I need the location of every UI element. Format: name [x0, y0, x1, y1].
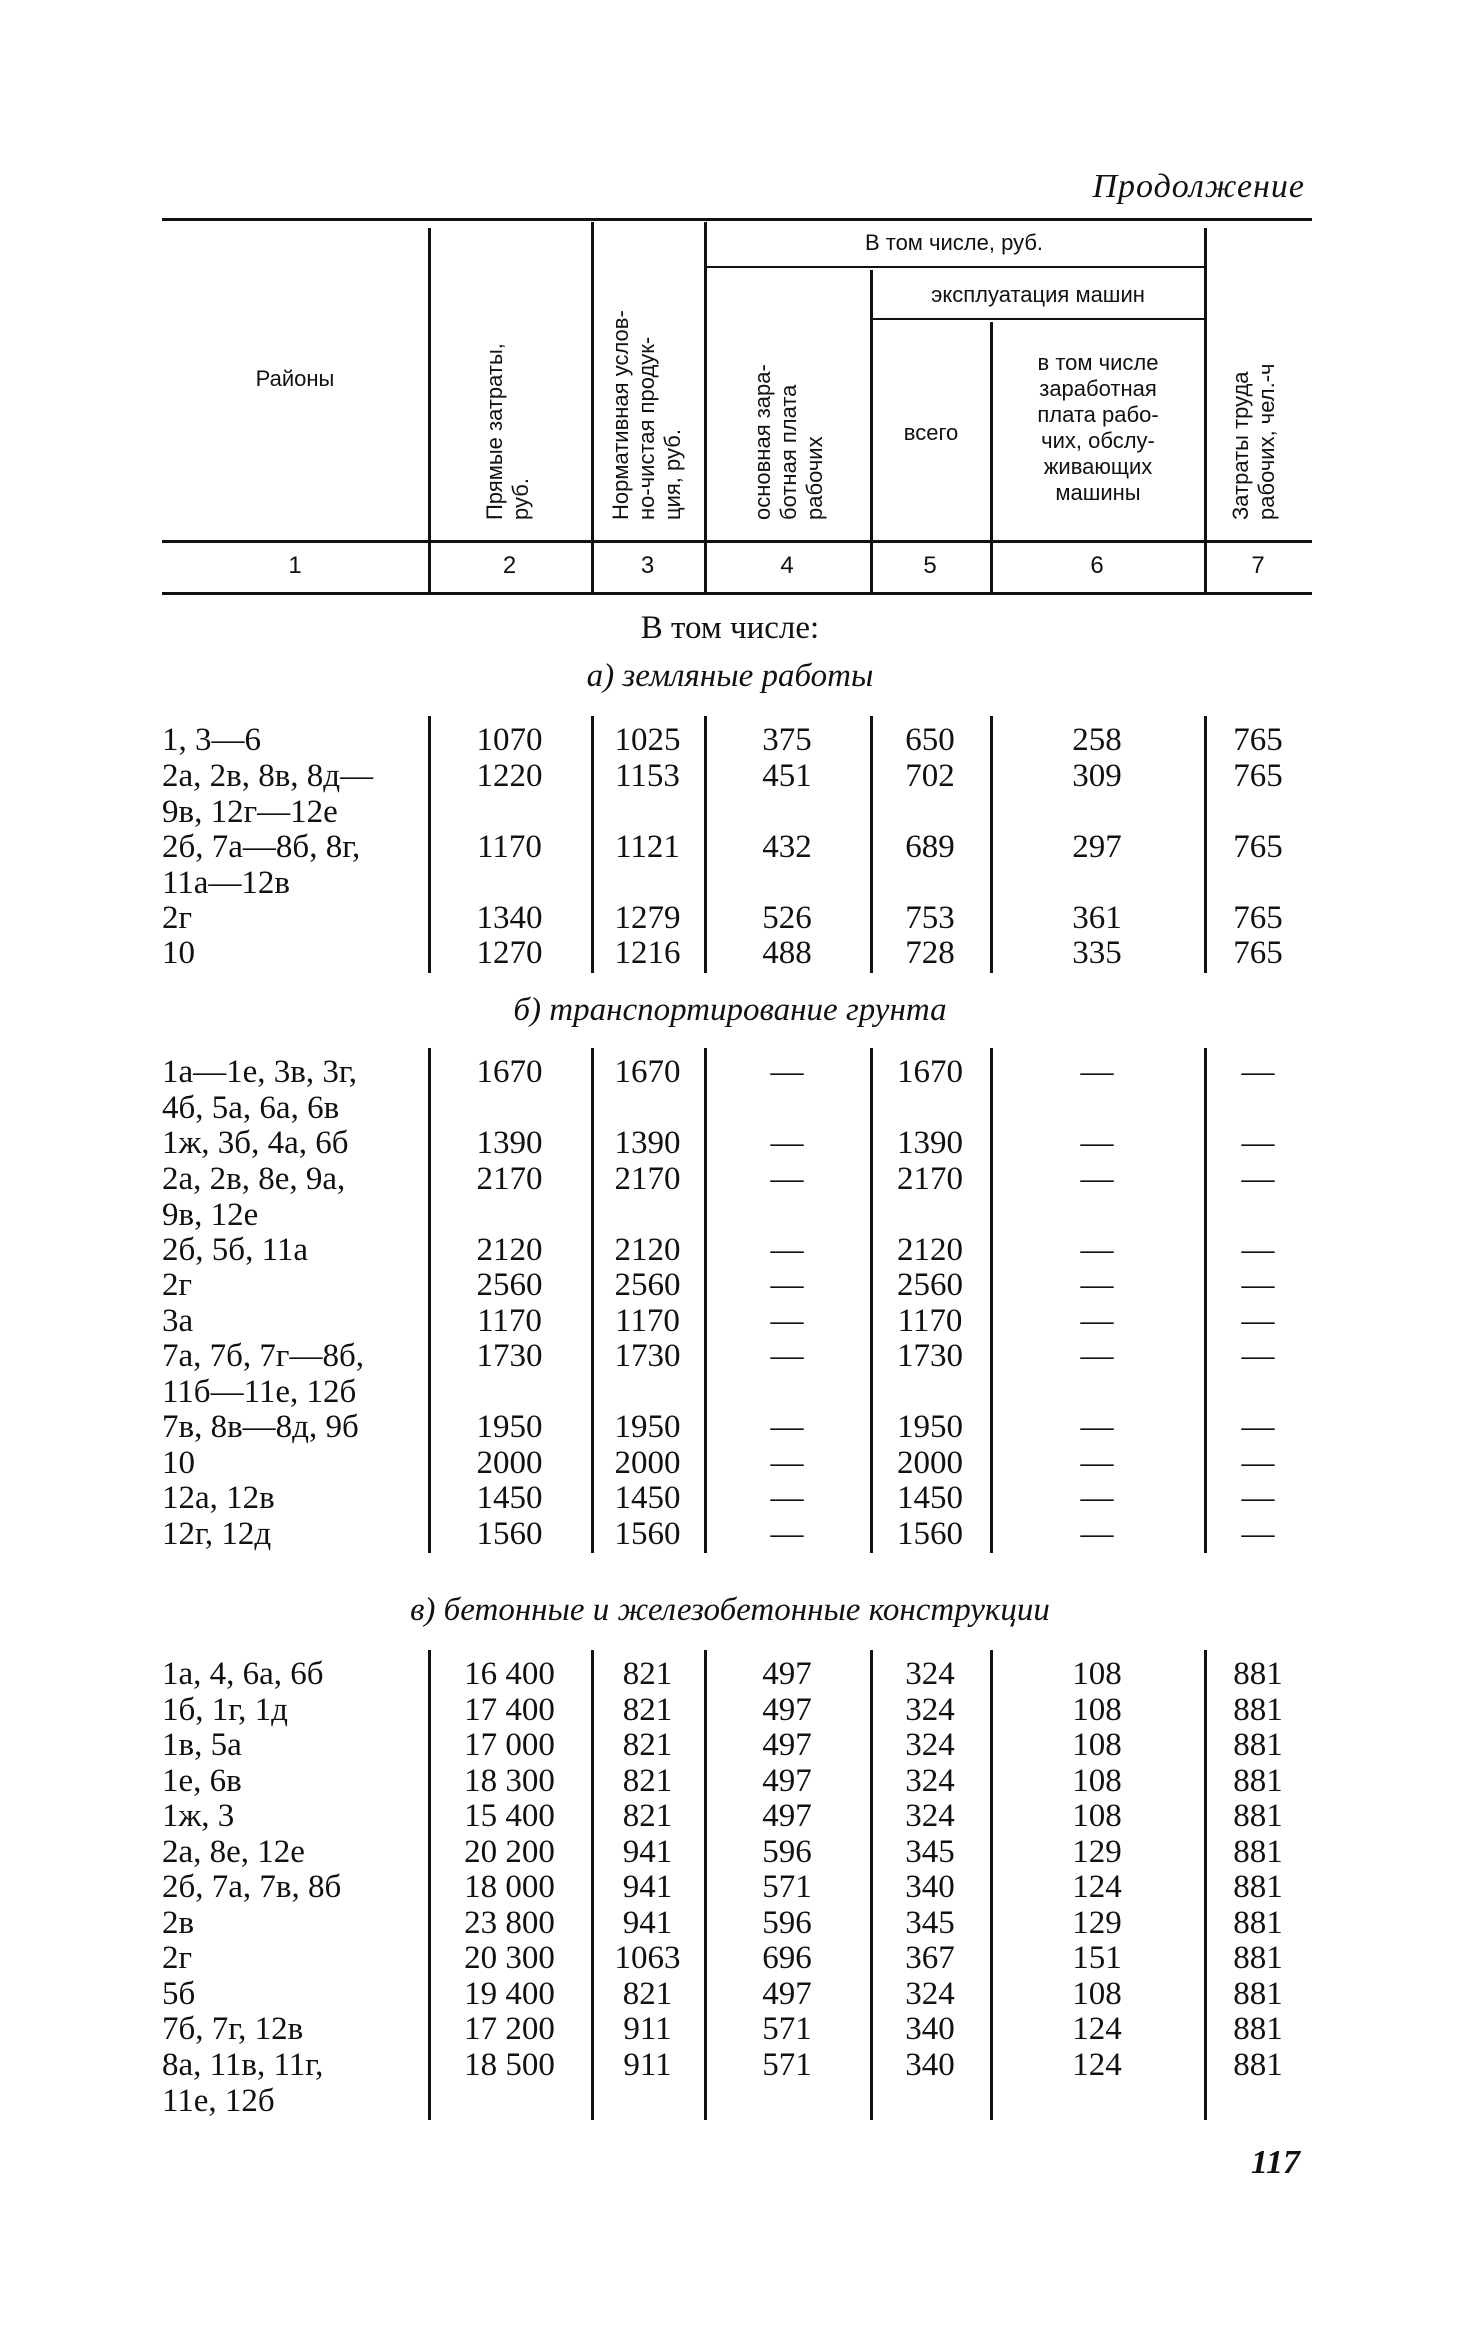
section-divider [591, 1048, 594, 1553]
value-cell-col2: 1730 [476, 1338, 543, 1374]
region-cell: 1ж, 3 [162, 1798, 235, 1834]
value-cell-col3: 1450 [614, 1480, 681, 1516]
value-cell-col7: 881 [1233, 1656, 1283, 1692]
table-top-rule [162, 218, 1312, 221]
table-row [0, 1763, 1460, 1799]
value-cell-col3: 911 [623, 2046, 672, 2083]
value-cell-col6: — [1080, 1338, 1114, 1374]
value-cell-col6: 151 [1072, 1940, 1122, 1976]
section-title: а) земляные работы [586, 658, 874, 694]
region-cell: 12а, 12в [162, 1480, 275, 1516]
header-group: В том числе, руб. [864, 230, 1044, 255]
value-cell-col4: 571 [762, 1869, 812, 1905]
value-cell-col7: — [1241, 1480, 1275, 1516]
value-cell-col7: — [1241, 1302, 1275, 1339]
section-divider [1204, 716, 1207, 973]
value-cell-col7: 881 [1233, 1762, 1283, 1799]
value-cell-col2: 19 400 [464, 1975, 555, 2012]
table-row [0, 1976, 1460, 2012]
value-cell-col4: 571 [762, 2011, 812, 2047]
value-cell-col4: 596 [762, 1904, 812, 1941]
table-row [0, 722, 1460, 758]
value-cell-col7: 881 [1233, 1691, 1283, 1728]
value-cell-col2: 17 000 [464, 1727, 555, 1763]
value-cell-col3: 1670 [614, 1054, 681, 1090]
section-divider [870, 716, 873, 973]
value-cell-col2: 17 400 [464, 1691, 555, 1728]
value-cell-col6: 129 [1072, 1833, 1122, 1870]
value-cell-col5: 1170 [897, 1302, 963, 1339]
colnum-2: 2 [502, 552, 517, 579]
region-cell: 2б, 5б, 11а [162, 1231, 309, 1268]
value-cell-col2: 17 200 [464, 2011, 555, 2047]
value-cell-col2: 16 400 [464, 1656, 555, 1692]
value-cell-col7: — [1241, 1231, 1275, 1268]
value-cell-col4: — [770, 1480, 804, 1516]
colnum-4: 4 [780, 552, 794, 579]
table-row [0, 1267, 1460, 1303]
value-cell-col6: — [1080, 1125, 1114, 1161]
value-cell-col2: 2000 [476, 1444, 543, 1481]
header-operator-wages: в том числе заработная плата рабо- чих, обслу- живающих машины [1037, 350, 1159, 505]
value-cell-col7: 881 [1233, 2011, 1283, 2047]
region-cell: 2а, 2в, 8е, 9а, 9в, 12е [162, 1160, 346, 1233]
page-number: 117 [1250, 2144, 1300, 2181]
value-cell-col2: 1340 [476, 899, 543, 936]
region-cell: 2а, 8е, 12е [162, 1833, 305, 1870]
value-cell-col5: 340 [905, 1869, 955, 1905]
value-cell-col4: 526 [762, 899, 812, 936]
value-cell-col7: — [1241, 1267, 1275, 1303]
value-cell-col4: 497 [762, 1727, 812, 1763]
value-cell-col7: — [1241, 1054, 1275, 1090]
value-cell-col4: 497 [762, 1762, 812, 1799]
value-cell-col4: — [770, 1409, 804, 1445]
value-cell-col5: 1950 [897, 1409, 963, 1445]
table-row [0, 1338, 1460, 1410]
value-cell-col3: 821 [622, 1691, 673, 1728]
value-cell-col6: 108 [1072, 1762, 1122, 1799]
region-cell: 1в, 5а [162, 1727, 242, 1763]
value-cell-col4: — [770, 1444, 804, 1481]
value-cell-col5: 702 [905, 757, 955, 794]
value-cell-col7: 881 [1233, 2046, 1283, 2083]
value-cell-col2: 1450 [476, 1480, 543, 1516]
value-cell-col3: 821 [622, 1975, 673, 2012]
value-cell-col6: — [1080, 1160, 1114, 1197]
section-divider [990, 1048, 993, 1553]
header-bottom-rule [162, 540, 1312, 543]
value-cell-col2: 20 200 [464, 1833, 555, 1870]
region-cell: 7в, 8в—8д, 9б [162, 1409, 359, 1445]
section-divider [990, 716, 993, 973]
table-row [0, 935, 1460, 971]
section-divider [1204, 1650, 1207, 2120]
table-row [0, 1054, 1460, 1126]
value-cell-col2: 20 300 [464, 1940, 555, 1976]
value-cell-col5: 324 [905, 1691, 955, 1728]
value-cell-col6: 258 [1072, 722, 1122, 758]
region-cell: 2а, 2в, 8в, 8д— 9в, 12г—12е [162, 757, 374, 830]
value-cell-col6: 108 [1072, 1691, 1122, 1728]
value-cell-col5: 324 [905, 1975, 955, 2012]
region-cell: 10 [162, 935, 195, 971]
value-cell-col3: 821 [622, 1762, 673, 1799]
region-cell: 2г [162, 1267, 193, 1303]
value-cell-col7: — [1241, 1160, 1275, 1197]
value-cell-col5: 1730 [897, 1338, 963, 1374]
value-cell-col4: 696 [762, 1940, 812, 1976]
value-cell-col6: 297 [1072, 828, 1122, 865]
table-row [0, 2011, 1460, 2047]
value-cell-col3: 1170 [615, 1302, 680, 1339]
value-cell-col2: 1670 [476, 1054, 543, 1090]
value-cell-col6: 335 [1072, 935, 1122, 971]
value-cell-col2: 1390 [476, 1125, 543, 1161]
value-cell-col4: — [770, 1160, 804, 1197]
table-row [0, 2046, 1460, 2119]
header-total: всего [903, 420, 959, 445]
value-cell-col4: 497 [762, 1691, 812, 1728]
value-cell-col2: 23 800 [464, 1904, 555, 1941]
value-cell-col3: 821 [622, 1656, 673, 1692]
value-cell-col7: 881 [1233, 1833, 1283, 1870]
value-cell-col7: — [1241, 1515, 1275, 1552]
value-cell-col3: 2000 [614, 1444, 681, 1481]
section-divider [1204, 1048, 1207, 1553]
table-row [0, 1409, 1460, 1445]
value-cell-col5: 2560 [897, 1267, 963, 1303]
value-cell-col2: 18 000 [464, 1869, 555, 1905]
value-cell-col7: 765 [1233, 935, 1283, 971]
value-cell-col7: 765 [1233, 722, 1283, 758]
value-cell-col4: — [770, 1267, 804, 1303]
value-cell-col4: 451 [762, 757, 812, 794]
value-cell-col6: 129 [1072, 1904, 1122, 1941]
section-divider [428, 716, 431, 973]
table-row [0, 1798, 1460, 1834]
header-labor-costs: Затраты труда рабочих, чел.-ч [1228, 363, 1279, 520]
section-divider [704, 1650, 707, 2120]
value-cell-col3: 941 [622, 1904, 673, 1941]
intro-text: В том числе: [640, 610, 820, 646]
table-row [0, 1160, 1460, 1233]
value-cell-col2: 2560 [476, 1267, 543, 1303]
value-cell-col3: 1560 [614, 1515, 681, 1552]
colnum-1: 1 [288, 552, 302, 579]
value-cell-col5: 650 [905, 722, 955, 758]
value-cell-col5: 324 [905, 1727, 955, 1763]
region-cell: 2б, 7а, 7в, 8б [162, 1869, 342, 1905]
value-cell-col6: — [1080, 1267, 1114, 1303]
table-row [0, 1834, 1460, 1870]
value-cell-col2: 1070 [476, 722, 543, 758]
value-cell-col6: 361 [1072, 899, 1122, 936]
value-cell-col7: — [1241, 1409, 1275, 1445]
value-cell-col5: 324 [905, 1762, 955, 1799]
value-cell-col4: — [770, 1054, 804, 1090]
table-row [0, 828, 1460, 901]
section-divider [428, 1048, 431, 1553]
region-cell: 1, 3—6 [162, 722, 261, 758]
colnum-6: 6 [1090, 552, 1104, 579]
value-cell-col4: 497 [762, 1798, 812, 1834]
value-cell-col4: 497 [762, 1656, 812, 1692]
value-cell-col5: 340 [905, 2046, 955, 2083]
value-cell-col2: 2120 [476, 1231, 543, 1268]
header-divider-3 [704, 222, 707, 592]
region-cell: 1а, 4, 6а, 6б [162, 1656, 324, 1692]
value-cell-col2: 1170 [477, 1302, 542, 1339]
section-divider [704, 1048, 707, 1553]
value-cell-col4: — [770, 1338, 804, 1374]
value-cell-col7: 881 [1233, 1940, 1283, 1976]
value-cell-col2: 1270 [476, 935, 543, 971]
value-cell-col3: 1121 [615, 828, 680, 865]
colnum-5: 5 [923, 552, 937, 579]
header-direct-costs: Прямые затраты, руб. [482, 343, 533, 520]
value-cell-col4: 375 [762, 722, 812, 758]
value-cell-col2: 1560 [476, 1515, 543, 1552]
value-cell-col3: 2560 [614, 1267, 681, 1303]
value-cell-col6: — [1080, 1480, 1114, 1516]
value-cell-col2: 18 300 [464, 1762, 555, 1799]
value-cell-col5: 1450 [897, 1480, 963, 1516]
colnum-7: 7 [1251, 552, 1265, 579]
region-cell: 10 [162, 1444, 195, 1481]
value-cell-col7: 881 [1233, 1869, 1283, 1905]
value-cell-col6: 108 [1072, 1727, 1122, 1763]
value-cell-col5: 324 [905, 1656, 955, 1692]
value-cell-col4: 497 [762, 1975, 812, 2012]
value-cell-col5: 753 [905, 899, 955, 936]
colnum-bottom-rule [162, 592, 1312, 595]
colnum-3: 3 [640, 552, 655, 579]
value-cell-col7: 765 [1233, 757, 1283, 794]
header-regions: Районы [255, 366, 335, 391]
value-cell-col3: 1153 [615, 757, 680, 794]
value-cell-col6: 124 [1072, 1869, 1122, 1905]
value-cell-col6: — [1080, 1515, 1114, 1552]
value-cell-col4: — [770, 1125, 804, 1161]
value-cell-col3: 2170 [614, 1160, 681, 1197]
machines-rule [870, 318, 1204, 320]
value-cell-col3: 911 [623, 2011, 672, 2047]
value-cell-col7: 881 [1233, 1975, 1283, 2012]
section-divider [591, 716, 594, 973]
value-cell-col5: 340 [905, 2011, 955, 2047]
value-cell-col2: 1950 [476, 1409, 543, 1445]
region-cell: 1ж, 3б, 4а, 6б [162, 1125, 349, 1161]
value-cell-col6: 108 [1072, 1798, 1122, 1834]
value-cell-col4: 596 [762, 1833, 812, 1870]
value-cell-col6: 124 [1072, 2046, 1122, 2083]
header-divider-2 [591, 222, 594, 592]
value-cell-col3: 1216 [614, 935, 681, 971]
header-divider-1 [428, 228, 431, 592]
section-title: б) транспортирование грунта [513, 992, 947, 1028]
region-cell: 12г, 12д [162, 1515, 272, 1552]
value-cell-col6: 124 [1072, 2011, 1122, 2047]
region-cell: 2г [162, 1940, 193, 1976]
header-base-wages: основная зара- ботная плата рабочих [750, 364, 827, 520]
section-divider [704, 716, 707, 973]
table-row [0, 1656, 1460, 1692]
section-divider [870, 1048, 873, 1553]
value-cell-col5: 689 [905, 828, 955, 865]
value-cell-col2: 18 500 [464, 2046, 555, 2083]
region-cell: 2г [162, 899, 193, 936]
value-cell-col7: 765 [1233, 828, 1283, 865]
table-row [0, 1480, 1460, 1516]
header-divider-6 [1204, 228, 1207, 592]
region-cell: 1е, 6в [162, 1762, 242, 1799]
value-cell-col2: 1170 [477, 828, 542, 865]
value-cell-col7: — [1241, 1444, 1275, 1481]
header-divider-4 [870, 270, 873, 592]
region-cell: 3а [162, 1302, 194, 1339]
value-cell-col5: 2000 [897, 1444, 963, 1481]
table-row [0, 1905, 1460, 1941]
value-cell-col3: 1950 [614, 1409, 681, 1445]
value-cell-col3: 1279 [614, 899, 681, 936]
value-cell-col5: 345 [905, 1904, 955, 1941]
value-cell-col3: 821 [622, 1798, 673, 1834]
table-row [0, 1125, 1460, 1161]
value-cell-col6: — [1080, 1409, 1114, 1445]
table-row [0, 1692, 1460, 1728]
value-cell-col3: 821 [622, 1727, 673, 1763]
value-cell-col6: — [1080, 1444, 1114, 1481]
header-normative-production: Нормативная услов- но-чистая продук- ция, руб. [608, 310, 685, 520]
value-cell-col3: 1025 [614, 722, 681, 758]
value-cell-col5: 1390 [897, 1125, 963, 1161]
value-cell-col4: 571 [762, 2046, 812, 2083]
value-cell-col5: 367 [905, 1940, 955, 1976]
value-cell-col3: 941 [622, 1869, 673, 1905]
group-rule [704, 266, 1204, 268]
value-cell-col4: — [770, 1231, 804, 1268]
section-divider [990, 1650, 993, 2120]
value-cell-col7: 765 [1233, 899, 1283, 936]
value-cell-col4: 488 [762, 935, 812, 971]
value-cell-col2: 15 400 [464, 1798, 555, 1834]
value-cell-col4: 432 [762, 828, 812, 865]
table-row [0, 1869, 1460, 1905]
value-cell-col3: 941 [622, 1833, 673, 1870]
section-divider [591, 1650, 594, 2120]
table-row [0, 1232, 1460, 1268]
value-cell-col3: 1730 [614, 1338, 681, 1374]
value-cell-col3: 1063 [614, 1940, 681, 1976]
region-cell: 7б, 7г, 12в [162, 2011, 304, 2047]
region-cell: 8а, 11в, 11г, 11е, 12б [162, 2046, 324, 2119]
value-cell-col5: 345 [905, 1833, 955, 1870]
value-cell-col7: 881 [1233, 1798, 1283, 1834]
section-title: в) бетонные и железобетонные конструкции [410, 1592, 1050, 1628]
value-cell-col5: 2170 [897, 1160, 963, 1197]
value-cell-col6: 108 [1072, 1975, 1122, 2012]
table-row [0, 1940, 1460, 1976]
table-row [0, 757, 1460, 830]
value-cell-col7: — [1241, 1338, 1275, 1374]
region-cell: 7а, 7б, 7г—8б, 11б—11е, 12б [162, 1338, 365, 1410]
value-cell-col6: 309 [1072, 757, 1122, 794]
value-cell-col6: — [1080, 1302, 1114, 1339]
value-cell-col6: — [1080, 1054, 1114, 1090]
value-cell-col6: 108 [1072, 1656, 1122, 1692]
value-cell-col2: 2170 [476, 1160, 543, 1197]
region-cell: 5б [162, 1975, 196, 2012]
value-cell-col3: 2120 [614, 1231, 681, 1268]
table-row [0, 1516, 1460, 1552]
region-cell: 1а—1е, 3в, 3г, 4б, 5а, 6а, 6в [162, 1054, 357, 1126]
value-cell-col5: 2120 [897, 1231, 963, 1268]
value-cell-col6: — [1080, 1231, 1114, 1268]
continuation-label: Продолжение [1092, 168, 1305, 205]
value-cell-col4: — [770, 1515, 804, 1552]
region-cell: 2б, 7а—8б, 8г, 11а—12в [162, 828, 361, 901]
value-cell-col7: — [1241, 1125, 1275, 1161]
value-cell-col5: 728 [905, 935, 955, 971]
value-cell-col7: 881 [1233, 1727, 1283, 1763]
table-row [0, 900, 1460, 936]
value-cell-col5: 324 [905, 1798, 955, 1834]
region-cell: 1б, 1г, 1д [162, 1691, 288, 1728]
header-machines: эксплуатация машин [931, 282, 1145, 307]
value-cell-col7: 881 [1233, 1904, 1283, 1941]
value-cell-col5: 1670 [897, 1054, 963, 1090]
region-cell: 2в [162, 1904, 195, 1941]
value-cell-col3: 1390 [614, 1125, 681, 1161]
value-cell-col4: — [770, 1302, 804, 1339]
table-row [0, 1445, 1460, 1481]
table-row [0, 1727, 1460, 1763]
table-row [0, 1303, 1460, 1339]
section-divider [870, 1650, 873, 2120]
section-divider [428, 1650, 431, 2120]
value-cell-col2: 1220 [476, 757, 543, 794]
value-cell-col5: 1560 [897, 1515, 963, 1552]
